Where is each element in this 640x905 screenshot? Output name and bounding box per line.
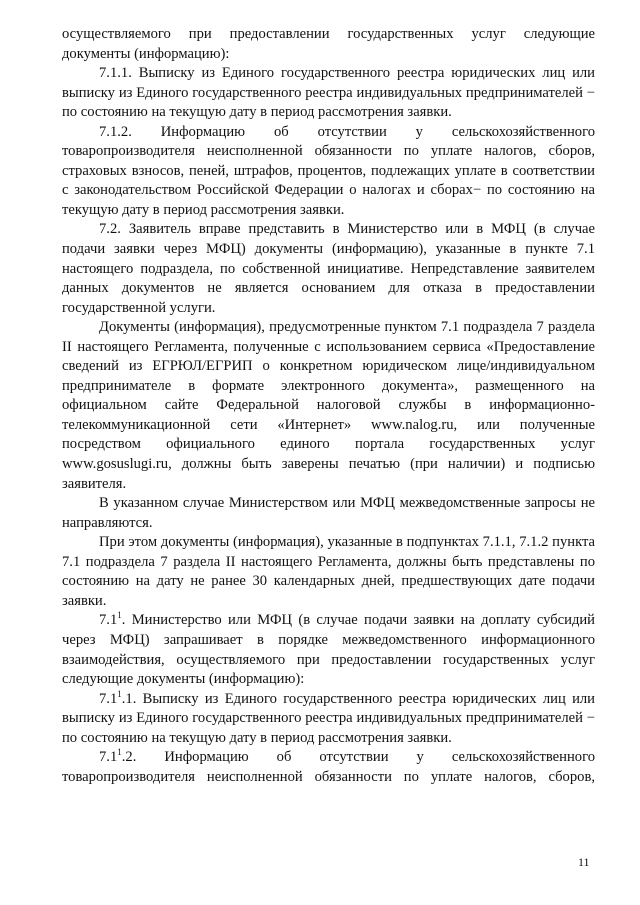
paragraph-continuation: осуществляемого при предоставлении государственных услуг следующие документы (информацию): [62,26,595,62]
paragraph-7-1-2: 7.1.2. Информацию об отсутствии у сельскохозяйственного товаропроизводителя неисполненной обязанности по уплате налогов, сборов, страховых взносов, пеней, штрафов, процентов, подлежащих уплате в соответствии с законодательством Российской Федерации о налогах и сборах− по состоянию на текущую дату в период рассмотрения заявки. [62,123,595,218]
paragraph-7-1-sup1-1 [62,690,595,749]
paragraph-7-1-sup1-2 [62,748,595,787]
paragraph-text: . Министерство или МФЦ (в случае подачи заявки на доплату субсидий через МФЦ) запрашивает в порядке межведомственного информационного взаимодействия, осуществляемого при предоставлении государственных услуг следующие документы (информацию): [62,612,595,688]
clause-number: 7.1 [99,612,118,629]
paragraph-30-days: При этом документы (информация), указанные в подпунктах 7.1.1, 7.1.2 пункта 7.1 подраздела 7 раздела II настоящего Регламента, должны быть представлены по состоянию на дату не ранее 30 календарных дней, предшествующих дате подачи заявки. [62,534,595,609]
clause-number: 7.1 [99,690,118,707]
clause-number: 7.1 [99,749,118,766]
paragraph-requests-not-sent: В указанном случае Министерством или МФЦ межведомственные запросы не направляются. [62,495,595,531]
paragraph-documents-info: Документы (информация), предусмотренные пунктом 7.1 подраздела 7 раздела II настоящего Регламента, полученные с использованием сервиса «Предоставление сведений из ЕГРЮЛ/ЕГРИП о конкретном юридическом лице/индивидуальном предпринимателе в формате электронного документа», размещенного на официальном сайте Федеральной налоговой службы в информационно-телекоммуникационной сети «Интернет» www.nalog.ru, или полученные посредством официального единого портала государственных услуг www.gosuslugi.ru, должны быть заверены печатью (при наличии) и подписью заявителя. [62,319,595,492]
paragraph-7-2: 7.2. Заявитель вправе представить в Министерство или в МФЦ (в случае подачи заявки через МФЦ) документы (информацию), указанные в пункте 7.1 настоящего подраздела, по собственной инициативе. Непредставление заявителем данных документов не является основанием для отказа в предоставлении государственной услуги. [62,221,595,316]
clause-superscript: 1 [117,688,122,699]
page-number: 11 [578,855,590,869]
clause-superscript: 1 [117,610,122,621]
document-page [62,25,595,787]
paragraph-text: .1. Выписку из Единого государственного реестра юридических лиц или выписку из Единого государственного реестра индивидуальных предпринимателей − по состоянию на текущую дату в период рассмотрения заявки. [62,690,595,746]
paragraph-7-1-1: 7.1.1. Выписку из Единого государственного реестра юридических лиц или выписку из Единого государственного реестра индивидуальных предпринимателей − по состоянию на текущую дату в период рассмотрения заявки. [62,65,595,121]
paragraph-text: .2. Информацию об отсутствии у сельскохозяйственного товаропроизводителя неисполненной обязанности по уплате налогов, сборов, [62,749,595,785]
clause-superscript: 1 [117,747,122,758]
paragraph-7-1-sup1 [62,611,595,689]
